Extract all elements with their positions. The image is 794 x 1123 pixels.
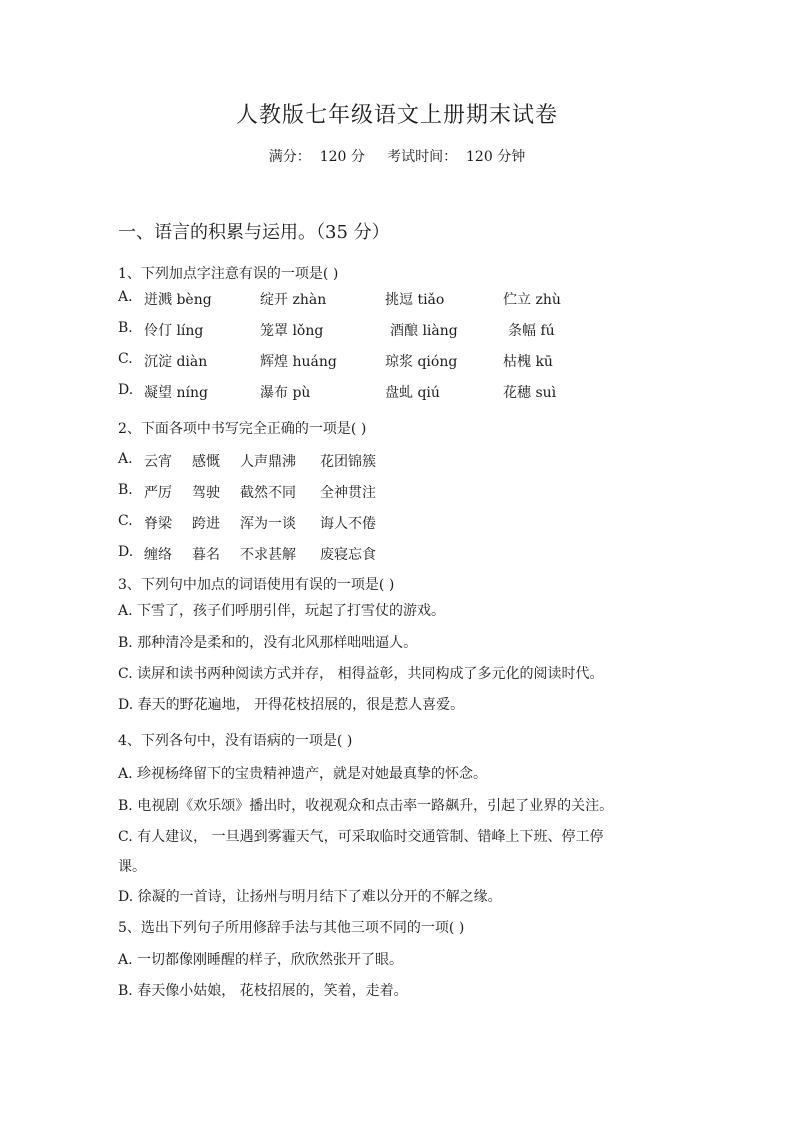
option-item: 脊梁 <box>144 516 172 532</box>
option-item: 花穗 suì <box>503 385 557 401</box>
option-item: 废寝忘食 <box>320 547 376 563</box>
option-item: 迸溅 bèng <box>144 292 212 308</box>
option-item: 不求甚解 <box>240 547 296 563</box>
question-4-option-c-cont: 课。 <box>118 859 146 875</box>
option-item: 截然不同 <box>240 485 296 501</box>
option-item: 严厉 <box>144 485 172 501</box>
option-item: 花团锦簇 <box>320 454 376 470</box>
option-item: 云宵 <box>144 454 172 470</box>
question-2-stem: 2、下面各项中书写完全正确的一项是( ) <box>118 421 367 437</box>
option-item: 笼罩 lǒng <box>260 323 324 339</box>
option-item: 全神贯注 <box>320 485 376 501</box>
option-item: 绽开 zhàn <box>260 292 327 308</box>
question-3-stem: 3、下列句中加点的词语使用有误的一项是( ) <box>118 577 395 593</box>
option-item: 挑逗 tiǎo <box>385 292 445 308</box>
option-item: 瀑布 pù <box>260 385 311 401</box>
option-item: 盘虬 qiú <box>385 385 440 401</box>
question-1-stem: 1、下列加点字注意有误的一项是( ) <box>118 266 339 282</box>
option-label: C. <box>118 351 133 367</box>
option-item: 缠络 <box>144 547 172 563</box>
option-item: 诲人不倦 <box>320 516 376 532</box>
option-item: 感慨 <box>192 454 220 470</box>
option-label: B. <box>118 482 133 498</box>
question-3-option-b: B. 那种清冷是柔和的，没有北风那样咄咄逼人。 <box>118 635 418 651</box>
question-4-option-a: A. 珍视杨绛留下的宝贵精神遗产，就是对她最真挚的怀念。 <box>118 766 488 782</box>
option-item: 浑为一谈 <box>240 516 296 532</box>
option-label: A. <box>118 289 133 305</box>
question-3-option-c: C. 读屏和读书两种阅读方式并存， 相得益彰，共同构成了多元化的阅读时代。 <box>118 666 604 682</box>
exam-subtitle: 满分： 120 分 考试时间： 120 分钟 <box>268 149 526 165</box>
option-label: D. <box>118 544 134 560</box>
option-item: 驾驶 <box>192 485 220 501</box>
option-label: C. <box>118 513 133 529</box>
option-item: 暮名 <box>192 547 220 563</box>
question-4-option-d: D. 徐凝的一首诗，让扬州与明月结下了难以分开的不解之缘。 <box>118 889 502 905</box>
section-heading: 一、语言的积累与运用。（35 分） <box>118 222 390 243</box>
option-item: 跨进 <box>192 516 220 532</box>
question-3-option-a: A. 下雪了，孩子们呼朋引伴，玩起了打雪仗的游戏。 <box>118 603 446 619</box>
question-5-option-b: B. 春天像小姑娘， 花枝招展的，笑着，走着。 <box>118 983 408 999</box>
option-label: A. <box>118 451 133 467</box>
question-4-stem: 4、下列各句中，没有语病的一项是( ) <box>118 733 353 749</box>
question-4-option-b: B. 电视剧《欢乐颂》播出时，收视观众和点击率一路飙升，引起了业界的关注。 <box>118 798 614 814</box>
exam-title: 人教版七年级语文上册期末试卷 <box>235 103 558 128</box>
option-item: 辉煌 huáng <box>260 354 337 370</box>
option-item: 条幅 fú <box>508 323 555 339</box>
option-item: 酒酿 liàng <box>390 323 458 339</box>
question-3-option-d: D. 春天的野花遍地， 开得花枝招展的，很是惹人喜爱。 <box>118 697 465 713</box>
option-label: B. <box>118 320 133 336</box>
option-label: D. <box>118 382 134 398</box>
question-5-stem: 5、选出下列句子所用修辞手法与其他三项不同的一项( ) <box>118 920 465 936</box>
option-item: 琼浆 qióng <box>385 354 458 370</box>
option-item: 伫立 zhù <box>503 292 561 308</box>
option-item: 伶仃 líng <box>144 323 204 339</box>
question-5-option-a: A. 一切都像刚睡醒的样子，欣欣然张开了眼。 <box>118 952 404 968</box>
question-4-option-c: C. 有人建议， 一旦遇到雾霾天气，可采取临时交通管制、错峰上下班、停工停 <box>118 829 604 845</box>
option-item: 沉淀 diàn <box>144 354 208 370</box>
option-item: 人声鼎沸 <box>240 454 296 470</box>
option-item: 凝望 níng <box>144 385 208 401</box>
option-item: 枯槐 kū <box>503 354 553 370</box>
